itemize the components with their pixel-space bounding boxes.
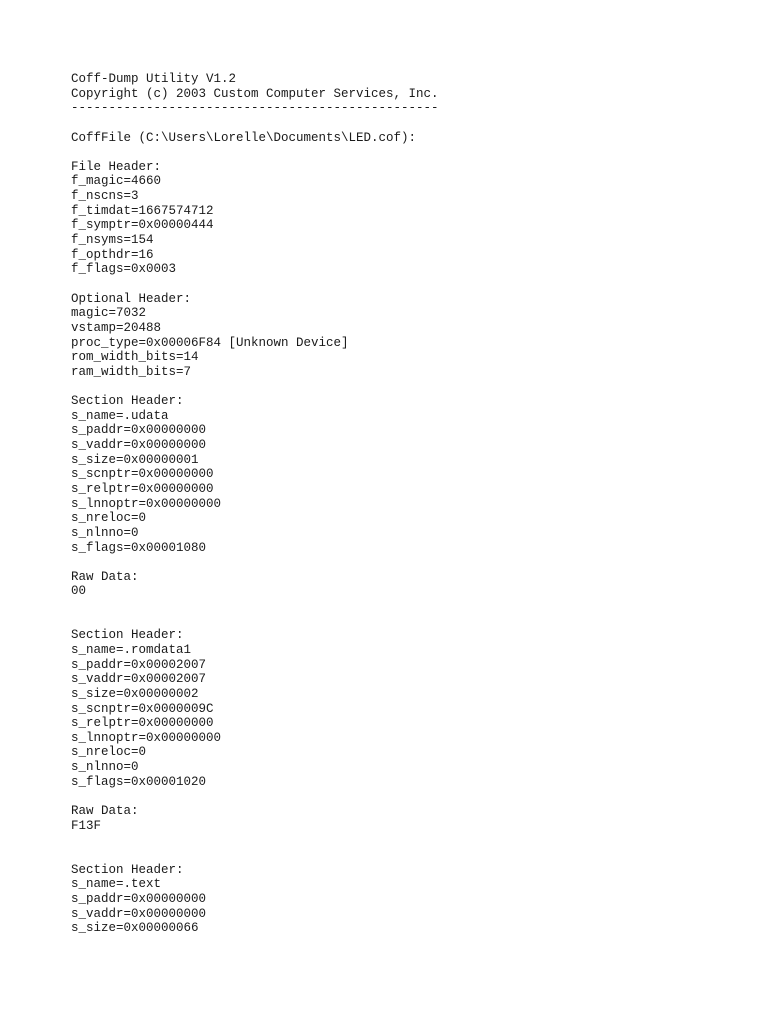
text-line: s_size=0x00000066 — [71, 921, 199, 936]
text-line: s_paddr=0x00000000 — [71, 891, 207, 906]
blank-line — [71, 848, 751, 863]
text-line: Section Header: — [71, 394, 184, 409]
text-line: s_name=.romdata1 — [71, 642, 192, 657]
text-line: s_vaddr=0x00000000 — [71, 906, 207, 921]
text-line: s_nlnno=0 — [71, 760, 139, 775]
text-line: f_magic=4660 — [71, 174, 162, 189]
text-line: s_scnptr=0x0000009C — [71, 701, 214, 716]
text-line: s_nreloc=0 — [71, 745, 147, 760]
text-line: f_symptr=0x00000444 — [71, 218, 214, 233]
text-line: s_lnnoptr=0x00000000 — [71, 496, 222, 511]
text-line: s_vaddr=0x00000000 — [71, 438, 207, 453]
text-line: ------------------------------------------------- — [71, 101, 439, 116]
text-line: File Header: — [71, 159, 162, 174]
blank-line — [71, 555, 751, 570]
text-line: s_nreloc=0 — [71, 511, 147, 526]
text-line: ram_width_bits=7 — [71, 364, 192, 379]
blank-line — [71, 145, 751, 160]
text-line: proc_type=0x00006F84 [Unknown Device] — [71, 335, 349, 350]
text-line: magic=7032 — [71, 306, 147, 321]
text-line: s_scnptr=0x00000000 — [71, 467, 214, 482]
text-line: s_paddr=0x00002007 — [71, 657, 207, 672]
blank-line — [71, 599, 751, 614]
text-line: s_flags=0x00001020 — [71, 774, 207, 789]
text-line: s_nlnno=0 — [71, 525, 139, 540]
blank-line — [71, 116, 751, 131]
text-line: f_nsyms=154 — [71, 233, 154, 248]
blank-line — [71, 789, 751, 804]
text-line: 00 — [71, 584, 87, 599]
text-line: vstamp=20488 — [71, 320, 162, 335]
text-line: f_opthdr=16 — [71, 247, 154, 262]
text-line: rom_width_bits=14 — [71, 350, 199, 365]
text-line: Section Header: — [71, 628, 184, 643]
text-line: f_flags=0x0003 — [71, 262, 177, 277]
text-line: s_size=0x00000001 — [71, 452, 199, 467]
text-line: f_timdat=1667574712 — [71, 203, 214, 218]
text-line: Optional Header: — [71, 291, 192, 306]
text-line: Copyright (c) 2003 Custom Computer Services, Inc. — [71, 86, 439, 101]
text-line: F13F — [71, 818, 102, 833]
text-line: Coff-Dump Utility V1.2 — [71, 72, 237, 86]
text-line: s_vaddr=0x00002007 — [71, 672, 207, 687]
text-line: Section Header: — [71, 862, 184, 877]
blank-line — [71, 614, 751, 629]
text-line: f_nscns=3 — [71, 189, 139, 204]
text-line: s_size=0x00000002 — [71, 686, 199, 701]
text-line: s_flags=0x00001080 — [71, 540, 207, 555]
text-line: s_paddr=0x00000000 — [71, 423, 207, 438]
text-line: s_relptr=0x00000000 — [71, 716, 214, 731]
text-line: CoffFile (C:\Users\Lorelle\Documents\LED.cof): — [71, 130, 417, 145]
text-line: Raw Data: — [71, 569, 139, 584]
blank-line — [71, 277, 751, 292]
blank-line — [71, 379, 751, 394]
text-line: Raw Data: — [71, 804, 139, 819]
blank-line — [71, 833, 751, 848]
text-line: s_name=.udata — [71, 408, 169, 423]
coff-dump-document — [71, 72, 751, 936]
text-line: s_name=.text — [71, 877, 162, 892]
text-line: s_relptr=0x00000000 — [71, 481, 214, 496]
text-line: s_lnnoptr=0x00000000 — [71, 730, 222, 745]
